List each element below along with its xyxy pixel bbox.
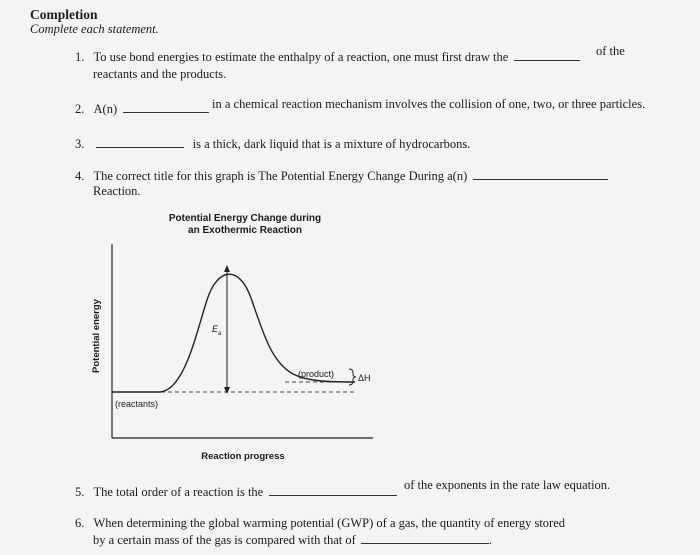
arrow-head-up [224, 265, 230, 272]
question-2 [75, 101, 209, 117]
question-text: The total order of a reaction is the [93, 485, 264, 499]
delta-h-label: ΔH [358, 373, 371, 383]
product-label: (product) [298, 369, 335, 379]
question-text: The correct title for this graph is The Potential Energy Change During a(n) [93, 169, 468, 183]
answer-blank-4[interactable] [473, 168, 608, 180]
question-text: A(n) [93, 102, 118, 116]
answer-blank-5[interactable] [269, 484, 397, 496]
section-title: Completion [30, 7, 98, 22]
question-3 [75, 136, 470, 152]
question-1 [75, 49, 580, 65]
activation-energy-label: E [212, 324, 219, 334]
reactants-label: (reactants) [115, 399, 159, 409]
energy-graph [85, 240, 385, 470]
question-1-after: of the [596, 44, 625, 58]
question-6 [75, 516, 565, 531]
question-1-continuation: reactants and the products. [93, 67, 227, 81]
section-instructions: Complete each statement. [30, 22, 159, 36]
question-text: To use bond energies to estimate the enthalpy of a reaction, one must first draw the [93, 50, 509, 64]
answer-blank-3[interactable] [96, 136, 184, 148]
question-number: 4. [75, 169, 85, 183]
question-5 [75, 484, 397, 500]
question-text: When determining the global warming potential (GWP) of a gas, the quantity of energy stored [93, 516, 566, 530]
question-number: 2. [75, 102, 85, 116]
answer-blank-1[interactable] [514, 49, 580, 61]
answer-blank-6[interactable] [361, 532, 489, 544]
question-number: 1. [75, 50, 85, 64]
graph-y-label: Potential energy [91, 299, 102, 373]
question-number: 3. [75, 137, 85, 151]
question-5-after: of the exponents in the rate law equation. [404, 478, 611, 492]
question-4 [75, 168, 608, 184]
graph-title: Potential Energy Change during an Exothermic Reaction [168, 213, 322, 236]
arrow-head-down [224, 387, 230, 394]
question-2-after: in a chemical reaction mechanism involves the collision of one, two, or three particles. [212, 97, 646, 111]
question-4-continuation: Reaction. [93, 184, 141, 198]
question-text: is a thick, dark liquid that is a mixture of hydrocarbons. [192, 137, 471, 151]
question-number: 5. [75, 485, 85, 499]
question-number: 6. [75, 516, 85, 530]
question-6-continuation: by a certain mass of the gas is compared with that of . [93, 533, 493, 547]
answer-blank-2[interactable] [123, 101, 209, 113]
activation-energy-subscript: a [218, 331, 222, 337]
graph-x-label: Reaction progress [201, 451, 285, 462]
